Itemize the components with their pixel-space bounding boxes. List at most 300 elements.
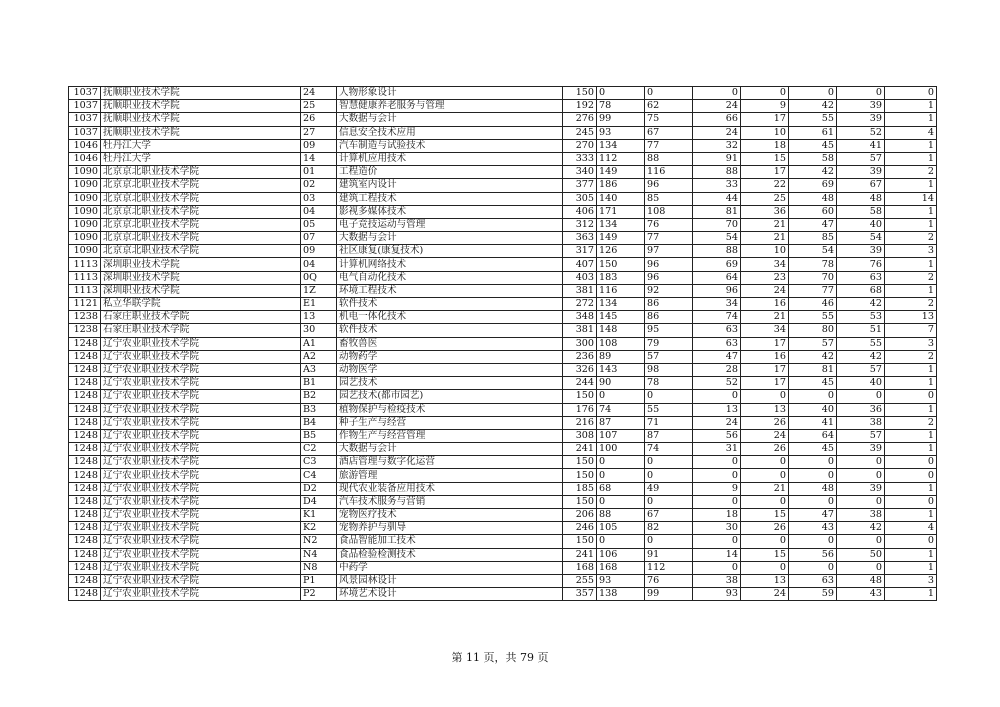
cell-major-code: B5 xyxy=(301,429,337,442)
cell-col-a: 99 xyxy=(597,113,645,126)
cell-school-name: 抚顺职业技术学院 xyxy=(101,113,301,126)
cell-col-f: 39 xyxy=(837,100,885,113)
cell-col-c: 63 xyxy=(693,337,741,350)
cell-school-name: 辽宁农业职业技术学院 xyxy=(101,509,301,522)
cell-plan-count: 150 xyxy=(563,390,597,403)
cell-major-name: 计算机应用技术 xyxy=(337,152,563,165)
cell-col-d: 0 xyxy=(741,390,789,403)
cell-major-name: 种子生产与经营 xyxy=(337,416,563,429)
cell-school-code: 1248 xyxy=(69,561,101,574)
cell-plan-count: 381 xyxy=(563,284,597,297)
cell-col-e: 42 xyxy=(789,350,837,363)
cell-col-c: 88 xyxy=(693,166,741,179)
cell-plan-count: 241 xyxy=(563,443,597,456)
cell-col-a: 149 xyxy=(597,232,645,245)
table-row xyxy=(69,443,937,456)
cell-major-code: N2 xyxy=(301,535,337,548)
cell-plan-count: 244 xyxy=(563,377,597,390)
cell-col-g: 2 xyxy=(885,416,937,429)
cell-col-a: 105 xyxy=(597,522,645,535)
cell-major-code: 09 xyxy=(301,245,337,258)
cell-col-e: 77 xyxy=(789,284,837,297)
cell-col-b: 96 xyxy=(645,179,693,192)
cell-plan-count: 206 xyxy=(563,509,597,522)
cell-col-c: 24 xyxy=(693,100,741,113)
table-row xyxy=(69,113,937,126)
cell-col-e: 45 xyxy=(789,377,837,390)
table-row xyxy=(69,324,937,337)
cell-major-code: 25 xyxy=(301,100,337,113)
cell-col-d: 15 xyxy=(741,548,789,561)
cell-col-d: 17 xyxy=(741,363,789,376)
cell-col-e: 56 xyxy=(789,548,837,561)
cell-col-b: 98 xyxy=(645,363,693,376)
cell-major-code: B2 xyxy=(301,390,337,403)
cell-col-e: 61 xyxy=(789,126,837,139)
cell-plan-count: 216 xyxy=(563,416,597,429)
cell-col-b: 0 xyxy=(645,469,693,482)
cell-col-f: 40 xyxy=(837,377,885,390)
cell-col-a: 78 xyxy=(597,100,645,113)
cell-col-d: 16 xyxy=(741,298,789,311)
cell-col-f: 40 xyxy=(837,218,885,231)
cell-school-code: 1248 xyxy=(69,535,101,548)
cell-major-code: B3 xyxy=(301,403,337,416)
cell-col-c: 9 xyxy=(693,482,741,495)
cell-col-f: 42 xyxy=(837,298,885,311)
cell-plan-count: 312 xyxy=(563,218,597,231)
cell-major-name: 影视多媒体技术 xyxy=(337,205,563,218)
cell-col-g: 13 xyxy=(885,311,937,324)
cell-col-f: 55 xyxy=(837,337,885,350)
cell-school-code: 1248 xyxy=(69,416,101,429)
cell-major-code: 0Q xyxy=(301,271,337,284)
cell-col-f: 39 xyxy=(837,113,885,126)
cell-major-code: B4 xyxy=(301,416,337,429)
cell-col-f: 43 xyxy=(837,588,885,601)
cell-school-name: 辽宁农业职业技术学院 xyxy=(101,535,301,548)
cell-col-b: 97 xyxy=(645,245,693,258)
cell-col-e: 45 xyxy=(789,139,837,152)
cell-plan-count: 300 xyxy=(563,337,597,350)
cell-col-a: 106 xyxy=(597,548,645,561)
cell-school-code: 1248 xyxy=(69,548,101,561)
cell-col-f: 0 xyxy=(837,561,885,574)
table-row xyxy=(69,218,937,231)
cell-col-c: 93 xyxy=(693,588,741,601)
cell-col-d: 36 xyxy=(741,205,789,218)
cell-col-f: 42 xyxy=(837,522,885,535)
cell-col-g: 0 xyxy=(885,469,937,482)
cell-school-name: 北京京北职业技术学院 xyxy=(101,179,301,192)
cell-col-f: 48 xyxy=(837,574,885,587)
cell-col-b: 86 xyxy=(645,311,693,324)
cell-plan-count: 150 xyxy=(563,456,597,469)
cell-col-d: 10 xyxy=(741,245,789,258)
cell-school-code: 1037 xyxy=(69,126,101,139)
cell-major-name: 畜牧兽医 xyxy=(337,337,563,350)
cell-col-b: 96 xyxy=(645,258,693,271)
cell-school-name: 牡丹江大学 xyxy=(101,152,301,165)
cell-col-c: 70 xyxy=(693,218,741,231)
table-row xyxy=(69,126,937,139)
cell-col-b: 88 xyxy=(645,152,693,165)
cell-col-g: 2 xyxy=(885,166,937,179)
cell-col-c: 34 xyxy=(693,298,741,311)
cell-plan-count: 270 xyxy=(563,139,597,152)
cell-col-g: 1 xyxy=(885,100,937,113)
cell-major-code: N4 xyxy=(301,548,337,561)
cell-col-a: 171 xyxy=(597,205,645,218)
cell-plan-count: 255 xyxy=(563,574,597,587)
cell-col-c: 28 xyxy=(693,363,741,376)
cell-plan-count: 403 xyxy=(563,271,597,284)
table-row xyxy=(69,390,937,403)
cell-col-g: 0 xyxy=(885,390,937,403)
cell-col-f: 36 xyxy=(837,403,885,416)
cell-col-f: 42 xyxy=(837,350,885,363)
cell-col-d: 15 xyxy=(741,152,789,165)
table-row xyxy=(69,522,937,535)
cell-col-d: 17 xyxy=(741,337,789,350)
cell-school-name: 北京京北职业技术学院 xyxy=(101,166,301,179)
cell-major-code: A3 xyxy=(301,363,337,376)
cell-school-code: 1248 xyxy=(69,509,101,522)
cell-col-g: 1 xyxy=(885,113,937,126)
cell-major-code: D2 xyxy=(301,482,337,495)
cell-col-b: 49 xyxy=(645,482,693,495)
cell-major-name: 社区康复(康复技术) xyxy=(337,245,563,258)
cell-col-d: 17 xyxy=(741,377,789,390)
cell-school-code: 1037 xyxy=(69,100,101,113)
cell-col-e: 55 xyxy=(789,311,837,324)
cell-major-code: P2 xyxy=(301,588,337,601)
cell-plan-count: 377 xyxy=(563,179,597,192)
cell-col-c: 64 xyxy=(693,271,741,284)
cell-col-b: 67 xyxy=(645,509,693,522)
cell-col-a: 143 xyxy=(597,363,645,376)
table-row xyxy=(69,377,937,390)
cell-col-f: 39 xyxy=(837,245,885,258)
cell-col-e: 70 xyxy=(789,271,837,284)
cell-col-g: 0 xyxy=(885,535,937,548)
cell-school-name: 石家庄职业技术学院 xyxy=(101,311,301,324)
table-row xyxy=(69,363,937,376)
cell-major-name: 旅游管理 xyxy=(337,469,563,482)
cell-col-g: 1 xyxy=(885,429,937,442)
cell-major-code: C4 xyxy=(301,469,337,482)
cell-col-g: 1 xyxy=(885,179,937,192)
cell-plan-count: 326 xyxy=(563,363,597,376)
cell-col-a: 0 xyxy=(597,495,645,508)
cell-school-code: 1248 xyxy=(69,522,101,535)
cell-col-g: 1 xyxy=(885,588,937,601)
cell-school-code: 1248 xyxy=(69,429,101,442)
cell-col-a: 150 xyxy=(597,258,645,271)
cell-col-f: 58 xyxy=(837,205,885,218)
cell-col-b: 0 xyxy=(645,87,693,100)
cell-col-a: 100 xyxy=(597,443,645,456)
cell-col-f: 0 xyxy=(837,456,885,469)
cell-col-c: 0 xyxy=(693,87,741,100)
cell-school-code: 1090 xyxy=(69,179,101,192)
cell-col-f: 57 xyxy=(837,429,885,442)
cell-col-a: 0 xyxy=(597,469,645,482)
cell-col-f: 63 xyxy=(837,271,885,284)
cell-col-g: 0 xyxy=(885,495,937,508)
cell-plan-count: 150 xyxy=(563,87,597,100)
cell-col-c: 38 xyxy=(693,574,741,587)
cell-col-b: 55 xyxy=(645,403,693,416)
cell-major-code: A1 xyxy=(301,337,337,350)
cell-major-code: 01 xyxy=(301,166,337,179)
cell-school-name: 抚顺职业技术学院 xyxy=(101,126,301,139)
cell-col-e: 69 xyxy=(789,179,837,192)
cell-col-g: 7 xyxy=(885,324,937,337)
cell-col-d: 10 xyxy=(741,126,789,139)
cell-col-g: 1 xyxy=(885,205,937,218)
cell-school-code: 1248 xyxy=(69,443,101,456)
cell-col-a: 134 xyxy=(597,218,645,231)
cell-col-e: 47 xyxy=(789,509,837,522)
cell-col-a: 108 xyxy=(597,337,645,350)
cell-major-name: 软件技术 xyxy=(337,324,563,337)
cell-col-c: 81 xyxy=(693,205,741,218)
cell-col-a: 134 xyxy=(597,139,645,152)
cell-major-code: 02 xyxy=(301,179,337,192)
cell-col-g: 1 xyxy=(885,377,937,390)
cell-major-name: 汽车制造与试验技术 xyxy=(337,139,563,152)
cell-col-e: 54 xyxy=(789,245,837,258)
cell-major-name: 建筑工程技术 xyxy=(337,192,563,205)
cell-school-name: 辽宁农业职业技术学院 xyxy=(101,429,301,442)
cell-col-d: 13 xyxy=(741,403,789,416)
cell-plan-count: 246 xyxy=(563,522,597,535)
cell-school-name: 辽宁农业职业技术学院 xyxy=(101,574,301,587)
page-footer: 第 11 页，共 79 页 xyxy=(451,651,549,664)
cell-col-e: 0 xyxy=(789,87,837,100)
cell-plan-count: 192 xyxy=(563,100,597,113)
cell-col-f: 48 xyxy=(837,192,885,205)
cell-major-name: 智慧健康养老服务与管理 xyxy=(337,100,563,113)
cell-major-code: 30 xyxy=(301,324,337,337)
cell-col-a: 183 xyxy=(597,271,645,284)
table-row xyxy=(69,403,937,416)
cell-col-d: 18 xyxy=(741,139,789,152)
cell-col-d: 26 xyxy=(741,522,789,535)
cell-major-name: 园艺技术 xyxy=(337,377,563,390)
cell-school-code: 1090 xyxy=(69,218,101,231)
cell-col-a: 0 xyxy=(597,390,645,403)
cell-col-d: 9 xyxy=(741,100,789,113)
cell-col-b: 112 xyxy=(645,561,693,574)
cell-col-e: 48 xyxy=(789,192,837,205)
cell-col-g: 1 xyxy=(885,139,937,152)
cell-col-g: 3 xyxy=(885,337,937,350)
cell-col-f: 68 xyxy=(837,284,885,297)
cell-col-b: 67 xyxy=(645,126,693,139)
cell-col-f: 53 xyxy=(837,311,885,324)
table-row xyxy=(69,205,937,218)
cell-col-c: 69 xyxy=(693,258,741,271)
cell-col-d: 17 xyxy=(741,166,789,179)
cell-school-name: 辽宁农业职业技术学院 xyxy=(101,495,301,508)
cell-major-name: 人物形象设计 xyxy=(337,87,563,100)
cell-col-f: 76 xyxy=(837,258,885,271)
cell-major-code: 1Z xyxy=(301,284,337,297)
cell-col-f: 57 xyxy=(837,152,885,165)
cell-col-a: 88 xyxy=(597,509,645,522)
cell-school-name: 辽宁农业职业技术学院 xyxy=(101,350,301,363)
cell-major-code: 26 xyxy=(301,113,337,126)
cell-col-f: 38 xyxy=(837,416,885,429)
cell-major-name: 机电一体化技术 xyxy=(337,311,563,324)
cell-col-c: 14 xyxy=(693,548,741,561)
cell-col-g: 2 xyxy=(885,298,937,311)
cell-col-c: 30 xyxy=(693,522,741,535)
cell-col-a: 168 xyxy=(597,561,645,574)
cell-school-code: 1090 xyxy=(69,166,101,179)
cell-major-name: 园艺技术(都市园艺) xyxy=(337,390,563,403)
cell-col-e: 59 xyxy=(789,588,837,601)
cell-major-name: 电子竞技运动与管理 xyxy=(337,218,563,231)
cell-plan-count: 150 xyxy=(563,495,597,508)
cell-major-name: 风景园林设计 xyxy=(337,574,563,587)
cell-col-d: 25 xyxy=(741,192,789,205)
cell-col-b: 57 xyxy=(645,350,693,363)
cell-col-b: 78 xyxy=(645,377,693,390)
table-row xyxy=(69,298,937,311)
cell-school-code: 1113 xyxy=(69,284,101,297)
cell-col-d: 23 xyxy=(741,271,789,284)
cell-col-e: 41 xyxy=(789,416,837,429)
cell-col-a: 74 xyxy=(597,403,645,416)
cell-school-name: 辽宁农业职业技术学院 xyxy=(101,377,301,390)
cell-school-code: 1248 xyxy=(69,574,101,587)
cell-plan-count: 340 xyxy=(563,166,597,179)
cell-school-code: 1248 xyxy=(69,337,101,350)
cell-major-code: K1 xyxy=(301,509,337,522)
cell-major-code: 05 xyxy=(301,218,337,231)
cell-col-b: 71 xyxy=(645,416,693,429)
cell-school-code: 1248 xyxy=(69,495,101,508)
cell-col-g: 0 xyxy=(885,87,937,100)
cell-col-e: 42 xyxy=(789,166,837,179)
cell-school-name: 抚顺职业技术学院 xyxy=(101,100,301,113)
cell-plan-count: 348 xyxy=(563,311,597,324)
cell-major-code: K2 xyxy=(301,522,337,535)
cell-school-code: 1248 xyxy=(69,588,101,601)
cell-col-f: 0 xyxy=(837,390,885,403)
cell-col-d: 26 xyxy=(741,416,789,429)
cell-col-a: 126 xyxy=(597,245,645,258)
cell-col-g: 4 xyxy=(885,522,937,535)
table-row xyxy=(69,482,937,495)
cell-school-name: 北京京北职业技术学院 xyxy=(101,205,301,218)
cell-major-code: 04 xyxy=(301,258,337,271)
cell-col-f: 54 xyxy=(837,232,885,245)
cell-major-code: P1 xyxy=(301,574,337,587)
cell-col-a: 134 xyxy=(597,298,645,311)
cell-school-name: 辽宁农业职业技术学院 xyxy=(101,482,301,495)
cell-school-name: 北京京北职业技术学院 xyxy=(101,218,301,231)
cell-school-code: 1113 xyxy=(69,271,101,284)
cell-school-name: 北京京北职业技术学院 xyxy=(101,245,301,258)
cell-col-e: 43 xyxy=(789,522,837,535)
cell-col-c: 96 xyxy=(693,284,741,297)
cell-col-b: 96 xyxy=(645,271,693,284)
cell-major-name: 大数据与会计 xyxy=(337,232,563,245)
cell-school-name: 辽宁农业职业技术学院 xyxy=(101,522,301,535)
cell-school-name: 辽宁农业职业技术学院 xyxy=(101,337,301,350)
cell-col-d: 21 xyxy=(741,218,789,231)
cell-plan-count: 236 xyxy=(563,350,597,363)
cell-col-c: 0 xyxy=(693,495,741,508)
cell-col-g: 4 xyxy=(885,126,937,139)
cell-major-name: 计算机网络技术 xyxy=(337,258,563,271)
cell-col-d: 24 xyxy=(741,588,789,601)
cell-major-code: 07 xyxy=(301,232,337,245)
cell-col-b: 62 xyxy=(645,100,693,113)
cell-major-code: E1 xyxy=(301,298,337,311)
cell-col-e: 57 xyxy=(789,337,837,350)
cell-school-code: 1090 xyxy=(69,205,101,218)
cell-col-d: 0 xyxy=(741,561,789,574)
cell-col-a: 68 xyxy=(597,482,645,495)
cell-col-g: 1 xyxy=(885,258,937,271)
cell-major-name: 食品检验检测技术 xyxy=(337,548,563,561)
cell-col-c: 54 xyxy=(693,232,741,245)
table-row xyxy=(69,535,937,548)
cell-col-g: 2 xyxy=(885,232,937,245)
cell-col-a: 0 xyxy=(597,456,645,469)
cell-col-e: 55 xyxy=(789,113,837,126)
cell-col-e: 64 xyxy=(789,429,837,442)
cell-col-c: 74 xyxy=(693,311,741,324)
cell-col-e: 40 xyxy=(789,403,837,416)
table-row xyxy=(69,139,937,152)
cell-col-c: 0 xyxy=(693,535,741,548)
cell-major-code: 14 xyxy=(301,152,337,165)
cell-col-a: 116 xyxy=(597,284,645,297)
cell-col-a: 112 xyxy=(597,152,645,165)
cell-major-name: 环境艺术设计 xyxy=(337,588,563,601)
cell-col-c: 88 xyxy=(693,245,741,258)
cell-col-e: 0 xyxy=(789,495,837,508)
cell-col-d: 21 xyxy=(741,482,789,495)
cell-plan-count: 407 xyxy=(563,258,597,271)
cell-col-e: 47 xyxy=(789,218,837,231)
cell-plan-count: 276 xyxy=(563,113,597,126)
table-body xyxy=(69,87,937,601)
cell-major-code: B1 xyxy=(301,377,337,390)
cell-school-name: 辽宁农业职业技术学院 xyxy=(101,561,301,574)
table-row xyxy=(69,469,937,482)
cell-col-a: 138 xyxy=(597,588,645,601)
cell-col-b: 77 xyxy=(645,139,693,152)
cell-major-name: 作物生产与经营管理 xyxy=(337,429,563,442)
cell-school-name: 抚顺职业技术学院 xyxy=(101,87,301,100)
cell-col-c: 0 xyxy=(693,469,741,482)
cell-col-b: 0 xyxy=(645,456,693,469)
cell-col-b: 0 xyxy=(645,390,693,403)
cell-col-b: 74 xyxy=(645,443,693,456)
cell-major-name: 动物药学 xyxy=(337,350,563,363)
cell-major-code: 13 xyxy=(301,311,337,324)
cell-school-name: 牡丹江大学 xyxy=(101,139,301,152)
cell-col-a: 0 xyxy=(597,87,645,100)
cell-school-name: 深圳职业技术学院 xyxy=(101,271,301,284)
